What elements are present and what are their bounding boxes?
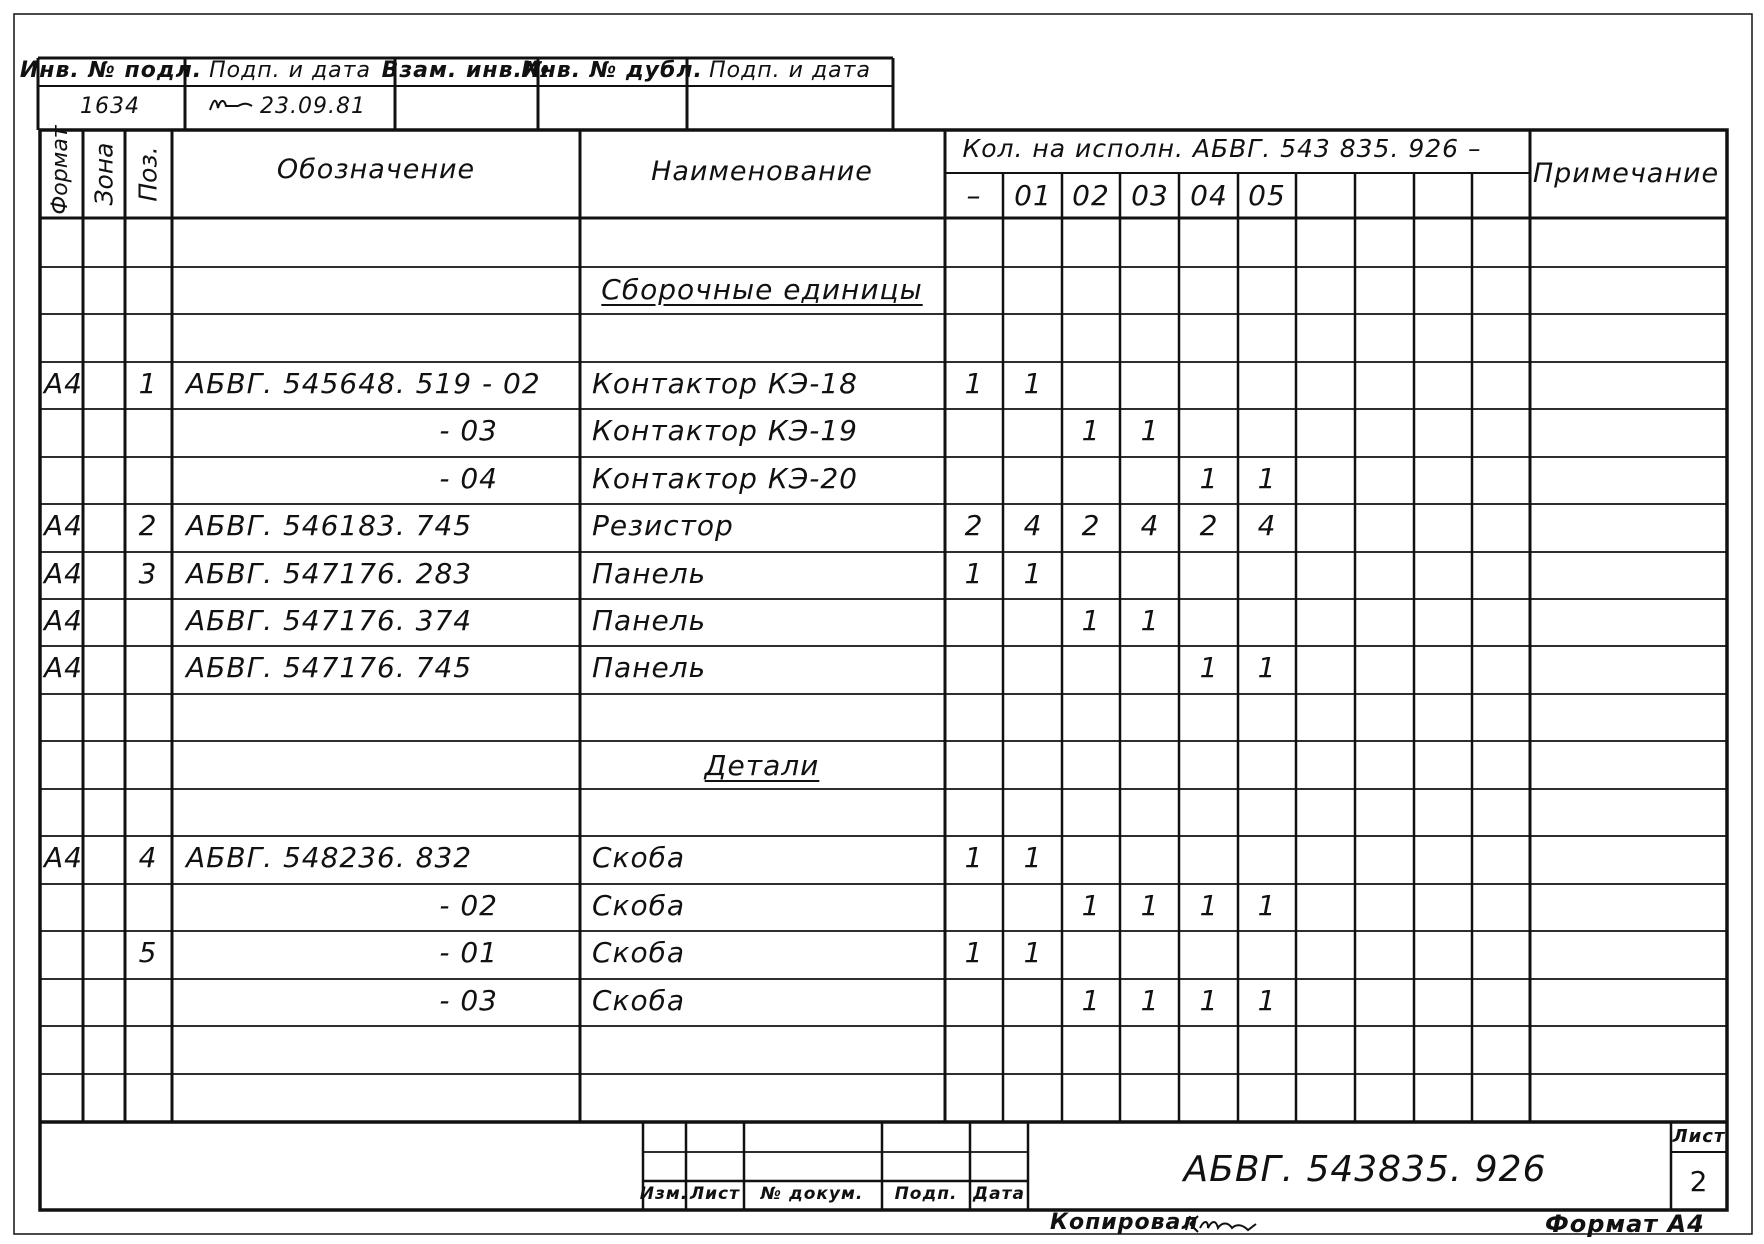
section-parts: Детали <box>704 749 820 782</box>
row-designation: - 03 <box>439 414 498 447</box>
row-designation: АБВГ. 545648. 519 - 02 <box>186 367 541 400</box>
row-qty: 1 <box>1199 462 1219 495</box>
row-designation: АБВГ. 547176. 283 <box>186 557 473 590</box>
row-qty: 1 <box>1081 984 1101 1017</box>
variant-05: 05 <box>1248 179 1286 212</box>
row-qty: 1 <box>964 936 984 969</box>
row-position: 5 <box>138 936 158 969</box>
copier-signature <box>1184 1212 1264 1236</box>
format-label: Формат А4 <box>1545 1210 1705 1238</box>
copied-label: Копировал <box>1050 1210 1199 1235</box>
variant-02: 02 <box>1072 179 1110 212</box>
row-qty: 1 <box>1081 414 1101 447</box>
row-designation: АБВГ. 546183. 745 <box>186 509 473 542</box>
sheet-label: Лист <box>1672 1126 1726 1147</box>
row-qty: 1 <box>1140 604 1160 637</box>
row-designation: - 03 <box>439 984 498 1017</box>
row-format: А4 <box>44 841 83 874</box>
header-zone: Зона <box>89 142 119 206</box>
stamp-inv-value: 1634 <box>80 94 140 119</box>
row-name: Контактор КЭ-20 <box>592 462 858 495</box>
row-format: А4 <box>44 604 83 637</box>
row-qty: 1 <box>964 841 984 874</box>
tb-label-sheet: Лист <box>690 1184 740 1204</box>
row-qty: 4 <box>1023 509 1043 542</box>
section-assembly-units: Сборочные единицы <box>601 273 923 306</box>
row-qty: 1 <box>1257 889 1277 922</box>
row-designation: - 02 <box>439 889 498 922</box>
row-name: Скоба <box>592 984 686 1017</box>
row-format: А4 <box>44 367 83 400</box>
row-designation: - 04 <box>439 462 498 495</box>
row-designation: АБВГ. 547176. 374 <box>186 604 473 637</box>
document-number: АБВГ. 543835. 926 <box>1183 1149 1547 1190</box>
row-qty: 1 <box>964 367 984 400</box>
row-position: 3 <box>138 557 158 590</box>
header-name: Наименование <box>651 156 873 187</box>
stamp-header-inv: Инв. № подл. <box>19 58 203 83</box>
header-pos: Поз. <box>133 146 163 202</box>
stamp-header-replace: Взам. инв.№ <box>381 58 551 83</box>
row-qty: 1 <box>1257 462 1277 495</box>
row-qty: 1 <box>1023 841 1043 874</box>
row-qty: 2 <box>964 509 984 542</box>
row-position: 2 <box>138 509 158 542</box>
row-name: Скоба <box>592 841 686 874</box>
row-qty: 1 <box>1199 651 1219 684</box>
tb-label-date: Дата <box>973 1184 1025 1204</box>
row-name: Контактор КЭ-19 <box>592 414 858 447</box>
row-format: А4 <box>44 651 83 684</box>
signature-mark <box>208 94 256 116</box>
header-qty: Кол. на исполн. АБВГ. 543 835. 926 – <box>962 134 1482 163</box>
row-qty: 4 <box>1257 509 1277 542</box>
row-qty: 1 <box>1140 889 1160 922</box>
stamp-header-dup: Инв. № дубл. <box>521 58 703 83</box>
sheet-number: 2 <box>1689 1165 1709 1198</box>
stamp-sign-date: 23.09.81 <box>260 94 366 119</box>
row-position: 1 <box>138 367 158 400</box>
row-qty: 2 <box>1081 509 1101 542</box>
stamp-header-sign2: Подп. и дата <box>709 58 871 83</box>
variant-01: 01 <box>1014 179 1052 212</box>
row-qty: 2 <box>1199 509 1219 542</box>
row-qty: 1 <box>1023 557 1043 590</box>
row-format: А4 <box>44 557 83 590</box>
stamp-header-sign: Подп. и дата <box>209 58 371 83</box>
tb-label-change: Изм. <box>639 1184 689 1204</box>
variant-base: – <box>966 179 982 212</box>
tb-label-docnum: № докум. <box>760 1184 864 1204</box>
header-designation: Обозначение <box>276 154 476 185</box>
row-qty: 1 <box>1023 367 1043 400</box>
row-qty: 1 <box>1199 889 1219 922</box>
row-name: Скоба <box>592 936 686 969</box>
row-designation: АБВГ. 547176. 745 <box>186 651 473 684</box>
row-qty: 1 <box>1140 414 1160 447</box>
row-name: Резистор <box>592 509 734 542</box>
row-name: Скоба <box>592 889 686 922</box>
row-qty: 1 <box>1199 984 1219 1017</box>
row-qty: 1 <box>1257 651 1277 684</box>
row-qty: 1 <box>1140 984 1160 1017</box>
tb-label-sign: Подп. <box>894 1184 958 1204</box>
row-qty: 1 <box>964 557 984 590</box>
row-qty: 4 <box>1140 509 1160 542</box>
variant-03: 03 <box>1131 179 1169 212</box>
row-qty: 1 <box>1081 604 1101 637</box>
row-qty: 1 <box>1257 984 1277 1017</box>
row-name: Панель <box>592 557 707 590</box>
variant-04: 04 <box>1190 179 1228 212</box>
row-name: Панель <box>592 604 707 637</box>
row-format: А4 <box>44 509 83 542</box>
row-name: Панель <box>592 651 707 684</box>
row-name: Контактор КЭ-18 <box>592 367 858 400</box>
header-note: Примечание <box>1532 158 1720 189</box>
header-format: Формат <box>48 125 73 215</box>
row-designation: АБВГ. 548236. 832 <box>186 841 473 874</box>
row-qty: 1 <box>1023 936 1043 969</box>
row-designation: - 01 <box>439 936 498 969</box>
row-position: 4 <box>138 841 158 874</box>
row-qty: 1 <box>1081 889 1101 922</box>
